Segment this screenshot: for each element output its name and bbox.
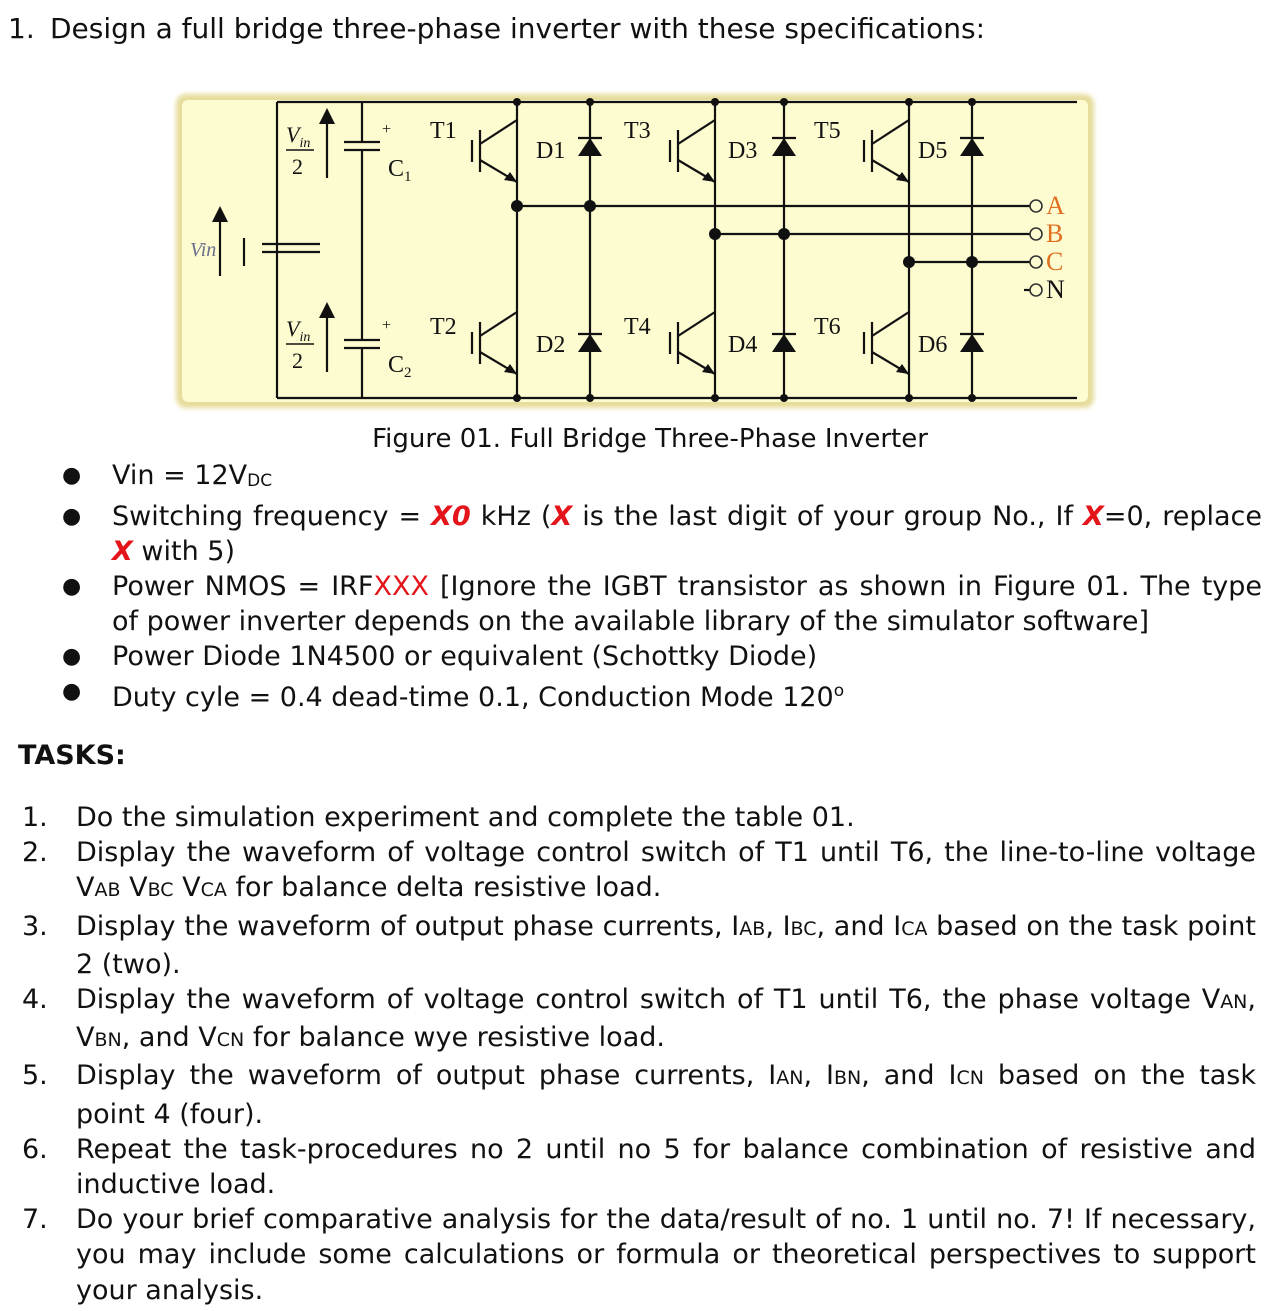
- vin-half-bottom-label: $V_{in}$: [286, 316, 311, 345]
- t5-label: T5: [814, 118, 841, 144]
- vin-source-label: Vin: [190, 239, 217, 261]
- task-item: 6. Repeat the task-procedures no 2 until no 5 for balance combination of resistive and inductive load.: [22, 1133, 1256, 1201]
- task-item: 5. Display the waveform of output phase currents, IAN, IBN, and ICN based on the task point 4 (four).: [22, 1060, 1256, 1130]
- t6-label: T6: [814, 314, 841, 340]
- spec-duty-cycle: ● Duty cyle = 0.4 dead-time 0.1, Conduction Mode 120$^o$: [62, 674, 1262, 715]
- vin-half-top-den: 2: [292, 154, 303, 179]
- task-list: [22, 800, 1256, 1308]
- task-item: 4. Display the waveform of voltage control switch of T1 until T6, the phase voltage VAN, VBN, and VCN for balance wye resistive load.: [22, 984, 1256, 1054]
- d1-label: D1: [536, 138, 566, 164]
- t2-label: T2: [430, 314, 457, 340]
- output-a-label: A: [1046, 191, 1065, 220]
- specification-list: [62, 458, 1262, 715]
- c1-label: $C_1$: [388, 156, 412, 185]
- t4-label: T4: [624, 314, 651, 340]
- task-item: 3. Display the waveform of output phase currents, IAB, IBC, and ICA based on the task point 2 (two).: [22, 910, 1256, 980]
- task-item: 7. Do your brief comparative analysis for the data/result of no. 1 until no. 7! If necessary, you may include some calculations or formula or theoretical perspectives to support your analysis.: [22, 1204, 1256, 1306]
- t3-label: T3: [624, 118, 651, 144]
- bullet-icon: ●: [62, 463, 82, 488]
- bullet-icon: ●: [62, 644, 82, 669]
- d6-label: D6: [918, 332, 948, 358]
- t1-label: T1: [430, 118, 457, 144]
- tasks-heading: TASKS:: [18, 740, 126, 771]
- c1-plus-sign: +: [382, 121, 392, 138]
- vin-half-top-label: $V_{in}$: [286, 122, 311, 151]
- spec-vin: ● Vin = $12V_{DC}$: [62, 460, 273, 491]
- spec-switching-frequency: ● Switching frequency = X0 kHz (X is the last digit of your group No., If X=0, replace X with 5): [62, 501, 1263, 567]
- figure-caption: Figure 01. Full Bridge Three-Phase Inverter: [372, 424, 928, 454]
- bullet-icon: ●: [62, 504, 82, 529]
- output-n-label: N: [1046, 275, 1065, 304]
- vin-half-bottom-den: 2: [292, 348, 303, 373]
- output-c-label: C: [1046, 247, 1064, 276]
- d5-label: D5: [918, 138, 948, 164]
- spec-power-nmos: ● Power NMOS = IRFXXX [Ignore the IGBT transistor as shown in Figure 01. The type of power inverter depends on the available library of the simulator software]: [62, 571, 1263, 637]
- output-b-label: B: [1046, 219, 1064, 248]
- circuit-diagram: [172, 90, 1098, 412]
- question-text: Design a full bridge three-phase inverter with these specifications:: [50, 12, 986, 45]
- d3-label: D3: [728, 138, 758, 164]
- c2-plus-sign: +: [382, 317, 392, 334]
- c2-label: $C_2$: [388, 352, 412, 381]
- question-title: [8, 12, 985, 45]
- bullet-icon: ●: [62, 574, 82, 599]
- d4-label: D4: [728, 332, 758, 358]
- d2-label: D2: [536, 332, 566, 358]
- question-number: 1.: [8, 12, 35, 45]
- spec-power-diode: ● Power Diode 1N4500 or equivalent (Schottky Diode): [62, 641, 818, 672]
- inverter-circuit-figure: [172, 90, 1098, 412]
- bullet-icon: ●: [62, 679, 82, 704]
- task-item: 1. Do the simulation experiment and complete the table 01.: [22, 802, 855, 833]
- task-item: 2. Display the waveform of voltage control switch of T1 until T6, the line-to-line voltage VAB VBC VCA for balance delta resistive load.: [22, 837, 1256, 904]
